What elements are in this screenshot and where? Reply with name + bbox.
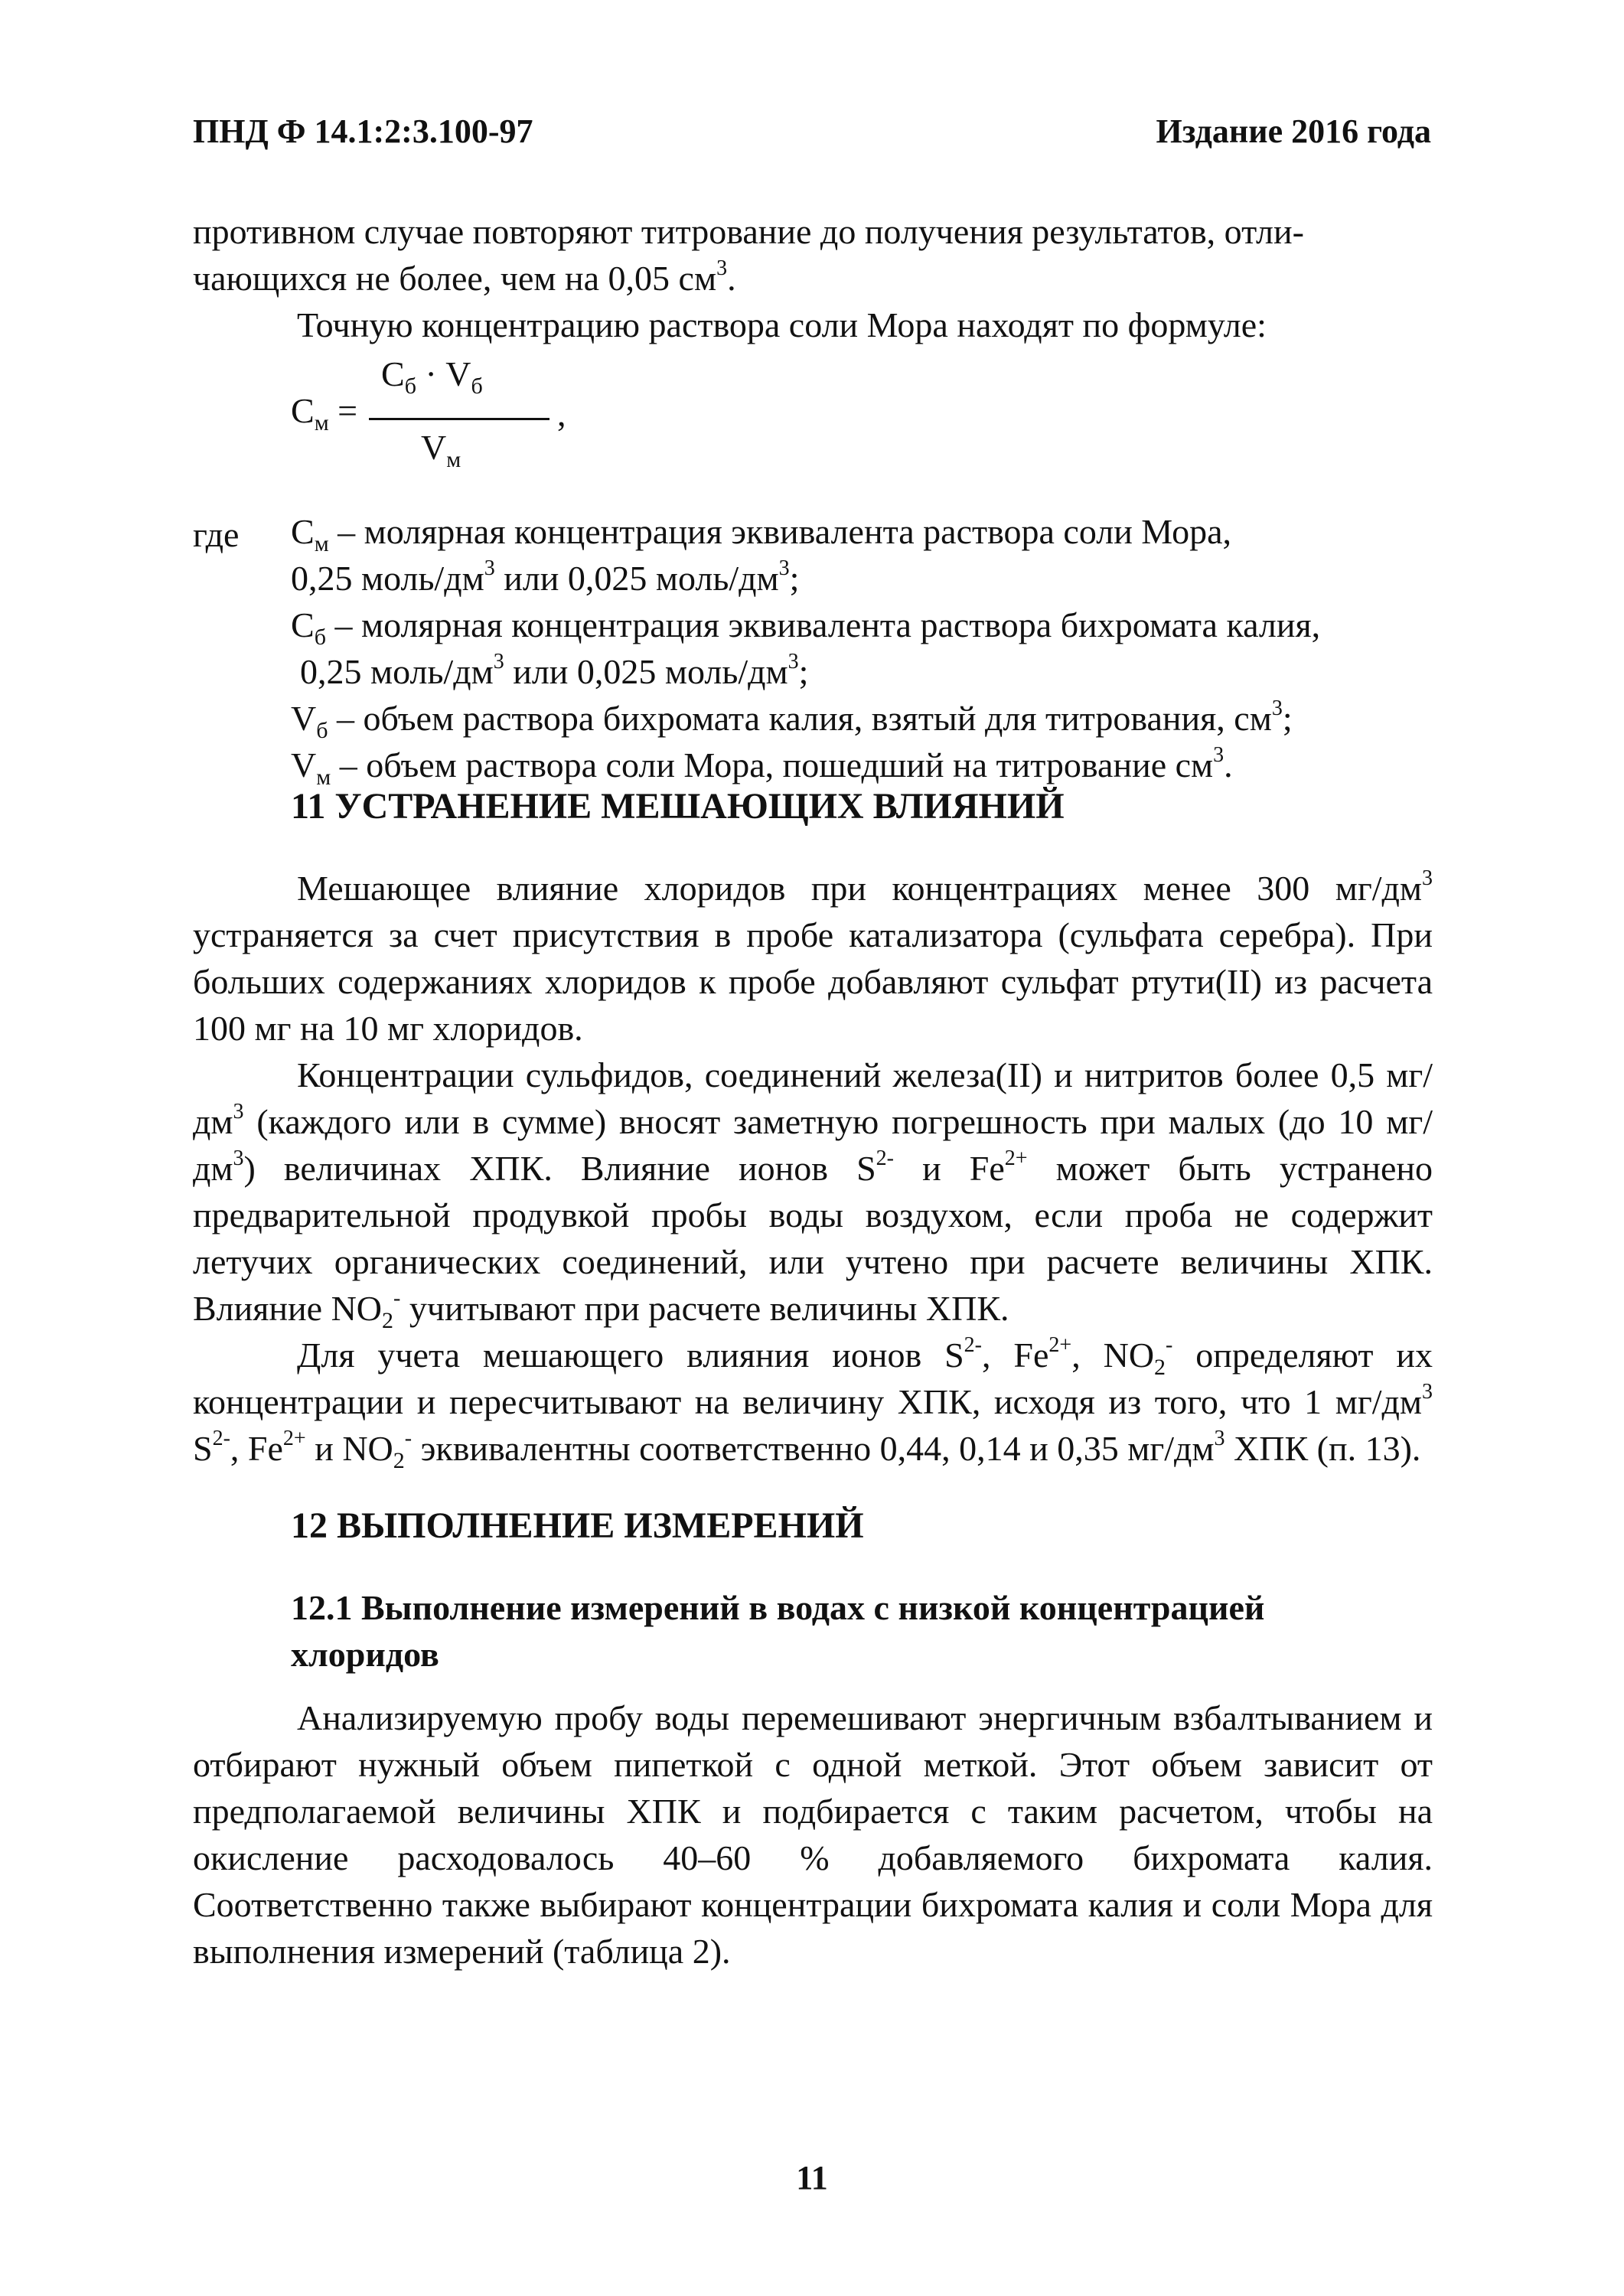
formula [291,354,612,476]
definition-item: $C_б$ – молярная концентрация эквивалента раствора бихромата калия, [291,605,1321,651]
section-12-body [193,1694,1433,1975]
formula-intro: Точную концентрацию раствора соли Мора находят по формуле: [297,305,1267,344]
definition-item-cont: 0,25 моль/$дм^3$ или 0,025 моль/$дм^3$; [300,649,809,691]
paragraph: Для учета мешающего влияния ионов $S^{2-}$, $Fe^{2+}$, $NO_2^-$ определяют их концентрации и пересчитывают на величину ХПК, исходя из того, что 1 $мг/дм^3$ $S^{2-}$, $Fe^{2+}$ и $NO_2^-$ эквивалентны соответственно 0,44, 0,14 и 0,35 $мг/дм^3$ ХПК (п. 13). [193,1332,1433,1474]
page-number: 11 [796,2159,828,2197]
section-11-body [193,865,1433,1472]
paragraph: Мешающее влияние хлоридов при концентрациях менее 300 $мг/дм^3$ устраняется за счет присутствия в пробе катализатора (сульфата серебра). При больших содержаниях хлоридов к пробе добавляют сульфат ртути(II) из расчета 100 мг на 10 мг хлоридов. [193,866,1433,1048]
section-12-1-heading: 12.1 Выполнение измерений в водах с низкой концентрацией хлоридов [291,1588,1265,1674]
formula-numerator: $C_б \cdot V_б$ [381,354,483,400]
definitions-list [291,508,1439,791]
document-code: ПНД Ф 14.1:2:3.100-97 [193,113,533,150]
definition-item-cont: 0,25 моль/$дм^3$ или 0,025 моль/$дм^3$; [291,556,800,598]
where-label: где [193,515,240,554]
formula-denominator: $V_м$ [421,428,461,473]
paragraph: Концентрации сульфидов, соединений железа(II) и нитритов более 0,5 $мг/дм^3$ (каждого или в сумме) вносят заметную погрешность при малых (до 10 $мг/дм^3$) величинах ХПК. Влияние ионов $S^{2-}$ и $Fe^{2+}$ может быть устранено предварительной продувкой пробы воды воздухом, если проба не содержит летучих органических соединений, или учтено при расчете величины ХПК. Влияние $NO_2^-$ учитывают при расчете величины ХПК. [193,1055,1433,1334]
fraction-bar [369,418,549,420]
definition-item: $V_б$ – объем раствора бихромата калия, взятый для титрования, $см^3$; [291,696,1293,744]
section-11-heading: 11 УСТРАНЕНИЕ МЕШАЮЩИХ ВЛИЯНИЙ [291,786,1065,827]
formula-comma: , [557,394,566,433]
intro-text [193,208,1433,348]
definition-item: $V_м$ – объем раствора соли Мора, пошедший на титрование $см^3$. [291,742,1233,791]
formula-lhs: $C_м$ = [291,391,358,436]
intro-line-1: противном случае повторяют титрование до получения результатов, отли- [193,212,1304,251]
edition-label: Издание 2016 года [1156,113,1431,150]
intro-line-2: чающихся не более, чем на 0,05 $см^3$. [193,256,736,298]
section-12-heading: 12 ВЫПОЛНЕНИЕ ИЗМЕРЕНИЙ [291,1505,864,1546]
definition-item: $C_м$ – молярная концентрация эквивалента раствора соли Мора, [291,512,1231,557]
paragraph: Анализируемую пробу воды перемешивают энергичным взбалтыванием и отбирают нужный объем пипеткой с одной меткой. Этот объем зависит от предполагаемой величины ХПК и подбирается с таким расчетом, чтобы на окисление расходовалось 40–60 % добавляемого бихромата калия. Соответственно также выбирают концентрации бихромата калия и соли Мора для выполнения измерений (таблица 2). [193,1698,1433,1971]
